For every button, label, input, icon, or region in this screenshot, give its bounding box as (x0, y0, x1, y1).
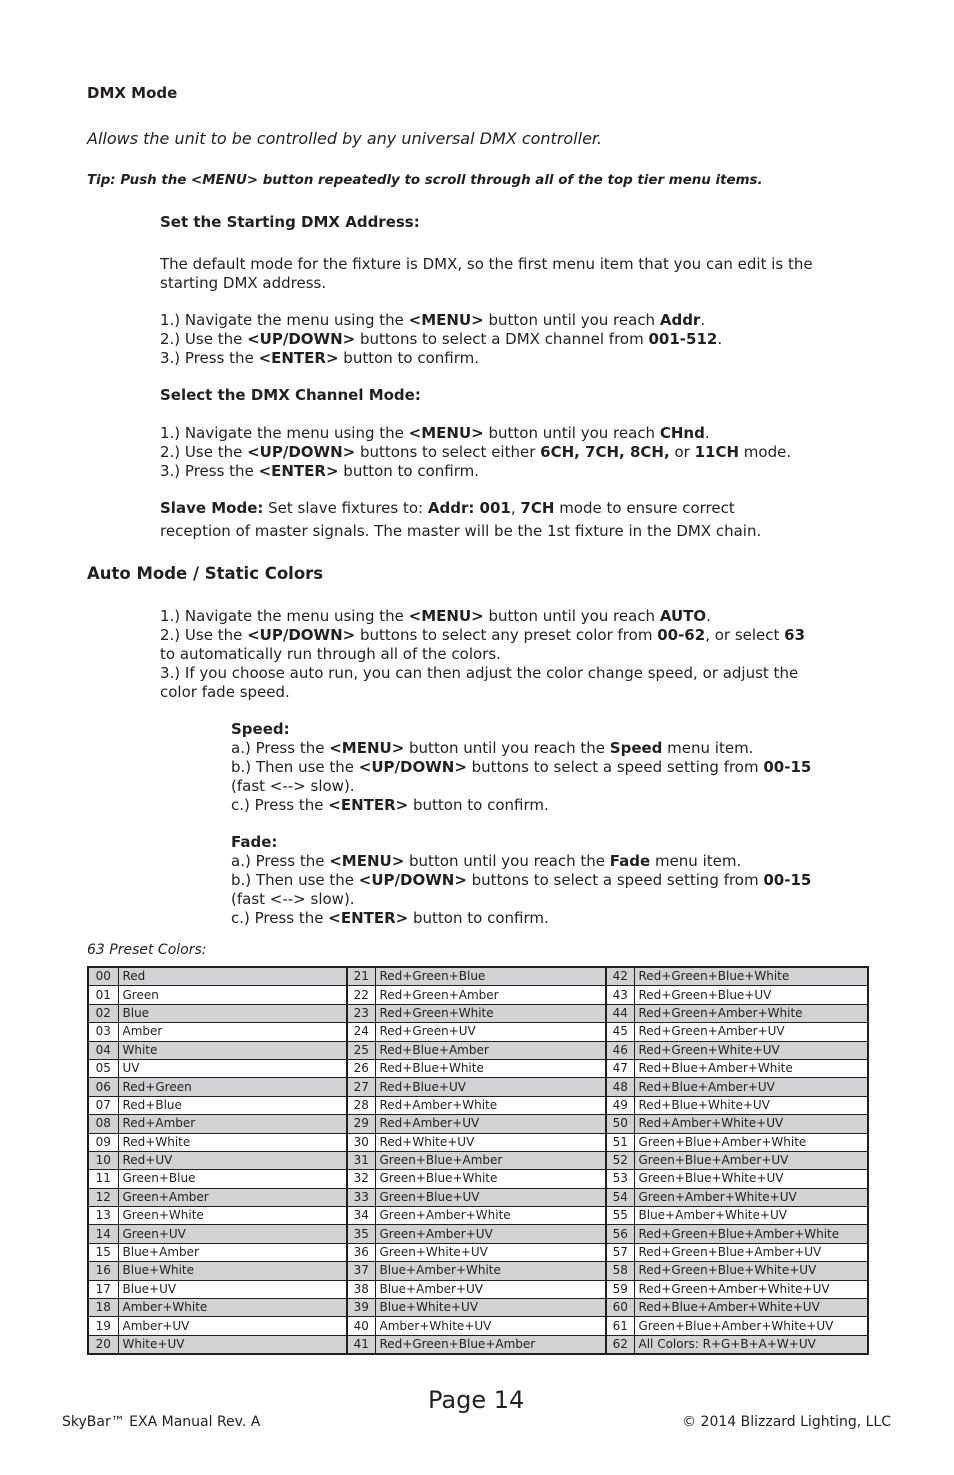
step-3: 3.) Press the <ENTER> button to confirm. (160, 462, 480, 480)
preset-color: Green+Blue+Amber (375, 1151, 606, 1169)
preset-colors-table (87, 966, 869, 1355)
preset-color: Green+Amber (118, 1188, 347, 1206)
table-row (88, 1299, 868, 1317)
preset-color: Green+Blue+UV (375, 1188, 606, 1206)
preset-number: 38 (347, 1280, 375, 1298)
preset-number: 43 (606, 986, 634, 1004)
table-row (88, 1004, 868, 1022)
preset-number: 16 (88, 1262, 118, 1280)
fade-step-c: c.) Press the <ENTER> button to confirm. (231, 909, 549, 927)
table-row (88, 1133, 868, 1151)
preset-color: Red+Amber+White (375, 1096, 606, 1114)
preset-color: Red+Blue+Amber+UV (634, 1078, 868, 1096)
preset-number: 31 (347, 1151, 375, 1169)
preset-color: Blue+Amber+UV (375, 1280, 606, 1298)
preset-color: Red (118, 967, 347, 986)
preset-number: 21 (347, 967, 375, 986)
preset-color: Red+Blue+UV (375, 1078, 606, 1096)
footer-copyright: © 2014 Blizzard Lighting, LLC (682, 1414, 891, 1430)
footer-manual-title: SkyBar™ EXA Manual Rev. A (62, 1414, 261, 1430)
preset-color: Red+Green+Blue+White+UV (634, 1262, 868, 1280)
auto-mode-heading: Auto Mode / Static Colors (87, 564, 324, 583)
preset-color: Blue+UV (118, 1280, 347, 1298)
preset-color: Red+Green+White+UV (634, 1041, 868, 1059)
preset-number: 04 (88, 1041, 118, 1059)
table-row (88, 1225, 868, 1243)
table-row (88, 1023, 868, 1041)
preset-number: 09 (88, 1133, 118, 1151)
preset-color: Green+Blue+Amber+White+UV (634, 1317, 868, 1335)
step-2: 2.) Use the <UP/DOWN> buttons to select a DMX channel from 001-512. (160, 330, 723, 348)
preset-color: Red+Blue+Amber+White+UV (634, 1299, 868, 1317)
step-1: 1.) Navigate the menu using the <MENU> button until you reach CHnd. (160, 424, 710, 442)
preset-number: 33 (347, 1188, 375, 1206)
preset-number: 23 (347, 1004, 375, 1022)
preset-color: UV (118, 1059, 347, 1077)
preset-color: Red+Green+Blue+White (634, 967, 868, 986)
dmx-intro: Allows the unit to be controlled by any universal DMX controller. (87, 129, 603, 148)
step-1: 1.) Navigate the menu using the <MENU> button until you reach AUTO. (160, 607, 711, 625)
table-row (88, 1096, 868, 1114)
preset-color: Green+Amber+White+UV (634, 1188, 868, 1206)
step-1: 1.) Navigate the menu using the <MENU> button until you reach Addr. (160, 311, 706, 329)
preset-color: Red+Blue+Amber+White (634, 1059, 868, 1077)
fade-section: Fade: a.) Press the <MENU> button until you reach the Fade menu item. b.) Then use the <UP/DOWN> buttons to select a speed setting from 00-15 (fast <--> slow). c.) Press the <ENTER> button to confirm. (231, 833, 812, 927)
preset-color: Red+Amber+UV (375, 1115, 606, 1133)
preset-color: Green+UV (118, 1225, 347, 1243)
preset-number: 34 (347, 1207, 375, 1225)
preset-number: 24 (347, 1023, 375, 1041)
preset-number: 15 (88, 1243, 118, 1261)
preset-number: 61 (606, 1317, 634, 1335)
preset-color: Blue+Amber+White (375, 1262, 606, 1280)
preset-number: 48 (606, 1078, 634, 1096)
preset-color: Amber+White+UV (375, 1317, 606, 1335)
preset-color: Red+Green+Blue+Amber+UV (634, 1243, 868, 1261)
preset-number: 59 (606, 1280, 634, 1298)
table-row (88, 1170, 868, 1188)
speed-section: Speed: a.) Press the <MENU> button until you reach the Speed menu item. b.) Then use the <UP/DOWN> buttons to select a speed setting from 00-15 (fast <--> slow). c.) Press the <ENTER> button to confirm. (231, 720, 812, 814)
preset-number: 28 (347, 1096, 375, 1114)
speed-step-b: b.) Then use the <UP/DOWN> buttons to select a speed setting from 00-15 (231, 758, 812, 776)
preset-number: 41 (347, 1335, 375, 1354)
preset-color: Blue (118, 1004, 347, 1022)
speed-heading: Speed: (231, 720, 290, 738)
preset-color: White (118, 1041, 347, 1059)
preset-number: 44 (606, 1004, 634, 1022)
preset-number: 51 (606, 1133, 634, 1151)
preset-number: 20 (88, 1335, 118, 1354)
preset-number: 40 (347, 1317, 375, 1335)
table-row (88, 1059, 868, 1077)
preset-number: 05 (88, 1059, 118, 1077)
preset-color: Red+Amber+White+UV (634, 1115, 868, 1133)
preset-color: Green+Blue+Amber+UV (634, 1151, 868, 1169)
preset-number: 56 (606, 1225, 634, 1243)
preset-color: Red+Green+UV (375, 1023, 606, 1041)
preset-color: Green+White (118, 1207, 347, 1225)
preset-number: 52 (606, 1151, 634, 1169)
speed-step-a: a.) Press the <MENU> button until you reach the Speed menu item. (231, 739, 754, 757)
channel-mode-heading: Select the DMX Channel Mode: (160, 386, 421, 404)
preset-number: 02 (88, 1004, 118, 1022)
preset-number: 46 (606, 1041, 634, 1059)
preset-number: 60 (606, 1299, 634, 1317)
step-2: 2.) Use the <UP/DOWN> buttons to select any preset color from 00-62, or select 63 (160, 626, 806, 644)
preset-color: Amber+UV (118, 1317, 347, 1335)
fade-heading: Fade: (231, 833, 278, 851)
table-row (88, 1041, 868, 1059)
dmx-mode-heading: DMX Mode (87, 84, 178, 102)
preset-color: Blue+White+UV (375, 1299, 606, 1317)
preset-color: Green (118, 986, 347, 1004)
preset-color: Red+Blue+White+UV (634, 1096, 868, 1114)
preset-color: Red+Green+Blue+UV (634, 986, 868, 1004)
start-address-heading: Set the Starting DMX Address: (160, 213, 420, 231)
preset-number: 36 (347, 1243, 375, 1261)
start-address-desc: The default mode for the fixture is DMX, so the first menu item that you can edit is the starting DMX address. (160, 255, 813, 292)
preset-number: 62 (606, 1335, 634, 1354)
fade-step-a: a.) Press the <MENU> button until you reach the Fade menu item. (231, 852, 742, 870)
preset-number: 54 (606, 1188, 634, 1206)
preset-color: Blue+White (118, 1262, 347, 1280)
preset-number: 29 (347, 1115, 375, 1133)
preset-color: Red+Green+Blue (375, 967, 606, 986)
preset-color: Red+Green (118, 1078, 347, 1096)
preset-color: Red+Blue+White (375, 1059, 606, 1077)
preset-color: Red+Blue+Amber (375, 1041, 606, 1059)
preset-number: 11 (88, 1170, 118, 1188)
presets-caption: 63 Preset Colors: (87, 942, 207, 958)
preset-number: 55 (606, 1207, 634, 1225)
preset-number: 53 (606, 1170, 634, 1188)
preset-number: 13 (88, 1207, 118, 1225)
speed-step-c: c.) Press the <ENTER> button to confirm. (231, 796, 549, 814)
preset-number: 18 (88, 1299, 118, 1317)
preset-number: 50 (606, 1115, 634, 1133)
preset-number: 37 (347, 1262, 375, 1280)
preset-color: Red+Green+Amber+UV (634, 1023, 868, 1041)
preset-number: 10 (88, 1151, 118, 1169)
preset-number: 35 (347, 1225, 375, 1243)
preset-number: 27 (347, 1078, 375, 1096)
preset-number: 01 (88, 986, 118, 1004)
preset-number: 00 (88, 967, 118, 986)
preset-color: Red+Green+Amber+White (634, 1004, 868, 1022)
preset-color: All Colors: R+G+B+A+W+UV (634, 1335, 868, 1354)
table-row (88, 1151, 868, 1169)
table-row (88, 1115, 868, 1133)
step-3: 3.) Press the <ENTER> button to confirm. (160, 349, 480, 367)
preset-number: 47 (606, 1059, 634, 1077)
table-row (88, 1207, 868, 1225)
preset-color: Green+Blue (118, 1170, 347, 1188)
tip-text: Tip: Push the <MENU> button repeatedly to scroll through all of the top tier menu items. (87, 173, 763, 188)
preset-color: Red+Green+Blue+Amber (375, 1335, 606, 1354)
table-row (88, 1335, 868, 1354)
preset-color: Red+White (118, 1133, 347, 1151)
preset-color: Red+Green+White (375, 1004, 606, 1022)
preset-number: 57 (606, 1243, 634, 1261)
preset-color: Red+Green+Amber (375, 986, 606, 1004)
step-2: 2.) Use the <UP/DOWN> buttons to select either 6CH, 7CH, 8CH, or 11CH mode. (160, 443, 792, 461)
preset-number: 42 (606, 967, 634, 986)
preset-number: 45 (606, 1023, 634, 1041)
fade-step-b: b.) Then use the <UP/DOWN> buttons to select a speed setting from 00-15 (231, 871, 812, 889)
preset-number: 17 (88, 1280, 118, 1298)
page-number: Page 14 (428, 1386, 525, 1414)
preset-color: Green+Amber+White (375, 1207, 606, 1225)
table-row (88, 986, 868, 1004)
preset-color: Red+Amber (118, 1115, 347, 1133)
table-row (88, 1078, 868, 1096)
preset-color: Green+White+UV (375, 1243, 606, 1261)
preset-number: 30 (347, 1133, 375, 1151)
slave-mode-line-2: reception of master signals. The master will be the 1st fixture in the DMX chain. (160, 522, 762, 540)
preset-number: 08 (88, 1115, 118, 1133)
table-row (88, 1262, 868, 1280)
preset-color: Green+Blue+White (375, 1170, 606, 1188)
preset-color: Amber (118, 1023, 347, 1041)
preset-color: Green+Blue+Amber+White (634, 1133, 868, 1151)
preset-number: 07 (88, 1096, 118, 1114)
preset-color: Red+UV (118, 1151, 347, 1169)
slave-mode-line-1: Slave Mode: Set slave fixtures to: Addr: 001, 7CH mode to ensure correct (160, 499, 735, 517)
preset-color: Red+Blue (118, 1096, 347, 1114)
auto-mode-steps: 1.) Navigate the menu using the <MENU> button until you reach AUTO. 2.) Use the <UP/DOWN> buttons to select any preset color from 00-62, or select 63 to automatically run through all of the colors. 3.) If you choose auto run, you can then adjust the color change speed, or adjust the color fade speed. (160, 607, 806, 701)
table-row (88, 967, 868, 986)
preset-color: Green+Blue+White+UV (634, 1170, 868, 1188)
preset-number: 12 (88, 1188, 118, 1206)
preset-color: Amber+White (118, 1299, 347, 1317)
preset-color: White+UV (118, 1335, 347, 1354)
preset-number: 06 (88, 1078, 118, 1096)
table-row (88, 1188, 868, 1206)
preset-color: Red+Green+Blue+Amber+White (634, 1225, 868, 1243)
table-row (88, 1317, 868, 1335)
preset-color: Blue+Amber+White+UV (634, 1207, 868, 1225)
preset-color: Red+Green+Amber+White+UV (634, 1280, 868, 1298)
preset-number: 22 (347, 986, 375, 1004)
preset-number: 19 (88, 1317, 118, 1335)
start-address-steps (160, 311, 722, 368)
table-row (88, 1243, 868, 1261)
preset-number: 03 (88, 1023, 118, 1041)
step-3: 3.) If you choose auto run, you can then adjust the color change speed, or adjust the (160, 664, 799, 682)
preset-number: 39 (347, 1299, 375, 1317)
preset-color: Blue+Amber (118, 1243, 347, 1261)
preset-number: 58 (606, 1262, 634, 1280)
preset-color: Red+White+UV (375, 1133, 606, 1151)
preset-color: Green+Amber+UV (375, 1225, 606, 1243)
channel-mode-steps (160, 424, 791, 481)
preset-number: 49 (606, 1096, 634, 1114)
preset-number: 32 (347, 1170, 375, 1188)
preset-number: 25 (347, 1041, 375, 1059)
preset-number: 14 (88, 1225, 118, 1243)
preset-number: 26 (347, 1059, 375, 1077)
table-row (88, 1280, 868, 1298)
